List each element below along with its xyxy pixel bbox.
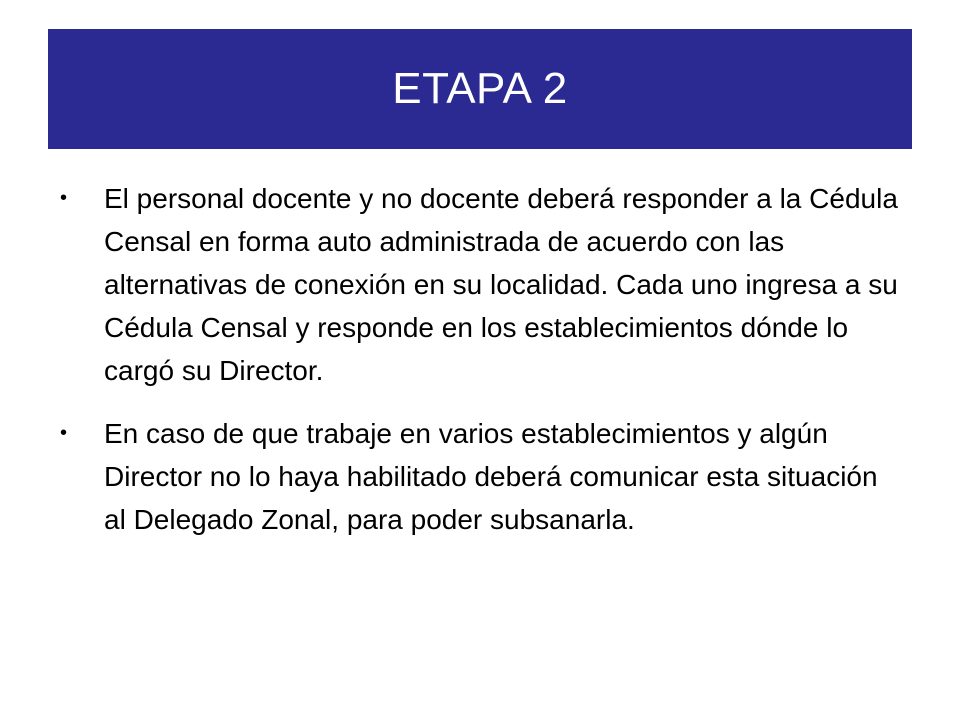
slide-title: ETAPA 2: [392, 64, 568, 113]
bullet-item: [60, 177, 900, 392]
bullet-text: En caso de que trabaje en varios establecimientos y algún Director no lo haya habilitado deberá comunicar esta situación al Delegado Zonal, para poder subsanarla.: [104, 418, 878, 535]
bullet-dot-icon: •: [60, 187, 68, 209]
bullet-dot-icon: •: [60, 422, 68, 444]
bullet-text: El personal docente y no docente deberá responder a la Cédula Censal en forma auto administrada de acuerdo con las alternativas de conexión en su localidad. Cada uno ingresa a su Cédula Censal y responde en los establecimientos dónde lo cargó su Director.: [104, 183, 898, 386]
bullet-list: [60, 177, 900, 561]
bullet-item: [60, 412, 900, 541]
title-banner: [48, 29, 912, 149]
